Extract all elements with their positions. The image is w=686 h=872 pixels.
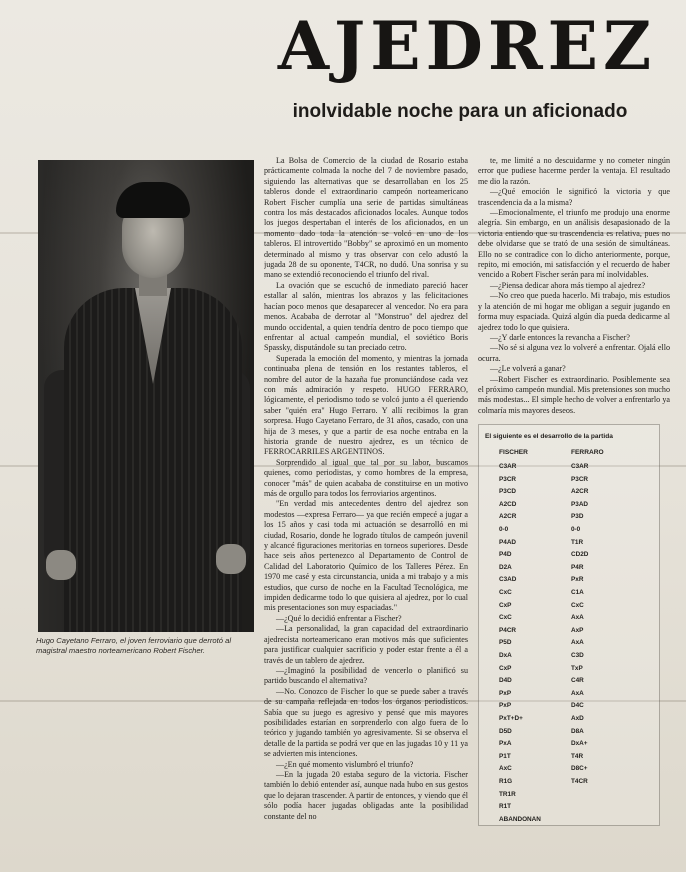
article-paragraph: La Bolsa de Comercio de la ciudad de Rosario estaba prácticamente colmada la noche del 7 de noviembre pasado, siguiendo las alternativas que se desarrollaban en los 25 tableros donde el extraordinario campeón norteamericano Robert Fischer cumplía una serie de partidas simultáneas contra los más destacados aficionados locales. Aunque todos los juegos despertaban el interés de los aficionados, en un momento dado toda la atención se volcó en uno de los tableros. El introvertido "Bobby" se aproximó en un momento determinado al mismo y tras observar con celo adustó la jugada 28 de su oponente, T4CR, no dudó. Una sonrisa y su mano se extendió reconociendo el triunfo del rival. <box>264 156 468 280</box>
move-white: CxP <box>499 664 512 672</box>
move-white: PxP <box>499 689 512 697</box>
article-paragraph: —Emocionalmente, el triunfo me produjo una enorme alegría. Sin embargo, en un análisis desapasionado de la victoria entiendo que su trascendencia es relativa, pues no debe olvidarse que se trató de una sesión de simultáneas. Ello no se contradice con lo dicho anteriormente, porque, repito, mi emoción, mi satisfacción y el recuerdo de haber vencido a Robert Fischer serán para mí inolvidables. <box>478 208 670 280</box>
moves-heading: El siguiente es el desarrollo de la partida <box>485 433 613 440</box>
move-white: PxA <box>499 740 512 748</box>
move-row <box>479 816 659 830</box>
move-white: C3AD <box>499 576 517 584</box>
move-black: D8A <box>571 727 584 735</box>
move-white: A2CR <box>499 513 517 521</box>
move-black: T1R <box>571 538 584 546</box>
move-white: CxP <box>499 601 512 609</box>
move-white: CxC <box>499 589 512 596</box>
article-paragraph: —La personalidad, la gran capacidad del extraordinario ajedrecista norteamericano eran motivos más que suficientes para justificar cualquier sacrificio y poder estar frente a él a través de un tablero de ajedrez. <box>264 624 468 665</box>
move-black: TxP <box>571 664 583 672</box>
move-black: A2CR <box>571 488 589 496</box>
photo-caption: Hugo Cayetano Ferraro, el joven ferroviario que derrotó al magistral maestro norteamericano Robert Fischer. <box>36 636 232 655</box>
move-black: C3AR <box>571 463 589 470</box>
move-black: P3AD <box>571 500 589 508</box>
moves-header-black: FERRARO <box>571 449 604 456</box>
move-black: AxA <box>571 689 584 697</box>
move-black: D8C+ <box>571 765 588 773</box>
article-paragraph: te, me limité a no descuidarme y no cometer ningún error que pudiese hacerme perder la ventaja. El resultado me dio la razón. <box>478 156 670 186</box>
article-column-1 <box>264 156 468 870</box>
move-black: C4R <box>571 677 584 685</box>
move-white: TR1R <box>499 790 516 798</box>
page-subtitle: inolvidable noche para un aficionado <box>292 101 628 122</box>
article-paragraph: —No. Conozco de Fischer lo que se puede saber a través de su campaña reflejada en todos los órganos periodísticos. Sabía que su juego es agresivo y pensé que mis mayores posibilidades estarían en sorprenderlo con algo fuera de lo teórico y jugando también yo agresivamente. Si se observa el detalle de la partida se podrá ver que en las jugadas 10 y 11 ya se advierten mis intenciones. <box>264 686 468 759</box>
move-white: CxC <box>499 614 512 622</box>
move-black: AxA <box>571 614 584 622</box>
article-paragraph: —Robert Fischer es extraordinario. Posiblemente sea el próximo campeón mundial. Mis pretensiones son mucho más modestas... El simple hecho de volver a enfrentarlo ya colmaría mis mayores deseos. <box>478 374 670 415</box>
move-white: ABANDONAN <box>499 815 541 823</box>
move-white: P4CR <box>499 626 517 634</box>
move-white: C3AR <box>499 463 517 470</box>
article-paragraph: —¿Piensa dedicar ahora más tiempo al ajedrez? <box>490 280 646 290</box>
article-paragraph: —¿En qué momento vislumbró el triunfo? <box>276 759 414 769</box>
move-black: DxA+ <box>571 740 588 748</box>
move-white: P4AD <box>499 538 517 546</box>
move-black: C1A <box>571 589 584 596</box>
article-paragraph: La ovación que se escuchó de inmediato pareció hacer estallar al salón, mientras los abrazos y las felicitaciones hacían poco menos que desaparecer al vencedor. No era para menos. Acababa de derrotar al "Monstruo" del ajedrez del mundo occidental, a quien tendría dentro de poco tiempo que enfrentar al actual campeón mundial, el soviético Boris Spassky, disputándole su tan preciado cetro. <box>264 280 468 353</box>
article-paragraph: —¿Qué emoción le significó la victoria y que trascendencia da a la misma? <box>478 187 670 207</box>
move-black: PxR <box>571 576 584 584</box>
move-white: D2A <box>499 563 512 571</box>
move-white: P5D <box>499 639 512 647</box>
move-black: AxP <box>571 626 584 634</box>
moves-header-white: FISCHER <box>499 449 528 456</box>
move-white: PxT+D+ <box>499 715 523 722</box>
article-paragraph: Superada la emoción del momento, y mientras la jornada continuaba plena de tensión en los restantes tableros, el nombre del autor de la hazaña fue pronunciándose cada vez con más admiración y respeto. HUGO FERRARO, lógicamente, el periodismo todo se volcó junto a él queriendo saber "quién era" Hugo Ferraro. Y allí recibimos la gran sorpresa. Hugo Cayetano Ferraro, de 31 años, casado, con una hija de 3 meses, y que a partir de esa noche entraba en la historia grande de nuestro ajedrez, es un técnico de FERROCARRILES ARGENTINOS. <box>264 353 468 457</box>
move-black: AxD <box>571 715 584 722</box>
portrait-photo <box>38 160 254 632</box>
move-black: CxC <box>571 601 584 609</box>
move-black: T4CR <box>571 778 588 785</box>
move-white: R1G <box>499 778 513 785</box>
photo-hair <box>116 182 190 218</box>
page-title: AJEDREZ <box>277 7 657 85</box>
article-paragraph: —En la jugada 20 estaba seguro de la victoria. Fischer también lo debió entender así, aunque nada hubo en sus gestos que lo dejaran trascender. A partir de entonces, y viendo que él sólo podía hacer jugadas obligadas ante la posibilidad constante del no <box>264 769 468 821</box>
move-white: AxC <box>499 765 512 773</box>
article-paragraph: "En verdad mis antecedentes dentro del ajedrez son modestos —expresa Ferraro— ya que recién empecé a jugar a los 15 años y casi toda mi actuación se desarrolló en mi ciudad, Rosario, donde he logrado títulos de campeón juvenil y alcancé figuraciones meritorias en torneos superiores. Desde hace seis años pertenezco al Departamento de Control de Calidad del Laboratorio Químico de los Talleres Pérez. En 1970 me casé y esta circunstancia, unida a mi trabajo y a mis estudios, que curso de noche en la Facultad Tecnológica, me impiden dedicarme todo lo que quisiera al ajedrez, por lo cual mis presentaciones son muy espaciadas." <box>264 499 468 613</box>
move-black: D4C <box>571 702 584 710</box>
move-white: P3CR <box>499 475 517 483</box>
move-black: 0-0 <box>571 526 581 533</box>
article-paragraph: —¿Le volverá a ganar? <box>490 364 566 374</box>
move-white: 0-0 <box>499 526 509 533</box>
article-paragraph: —¿Imaginó la posibilidad de vencerlo o planificó su partido buscando el alternativa? <box>264 665 468 686</box>
move-white: R1T <box>499 803 512 811</box>
game-moves-table <box>478 424 660 826</box>
article-paragraph: —¿Qué lo decidió enfrentar a Fischer? <box>276 613 402 623</box>
move-black: CD2D <box>571 551 589 559</box>
move-white: D4D <box>499 677 512 685</box>
move-white: D5D <box>499 727 512 735</box>
move-white: P1T <box>499 752 511 760</box>
move-black: P3D <box>571 513 584 521</box>
move-white: A2CD <box>499 500 517 508</box>
move-black: T4R <box>571 752 584 760</box>
move-black: AxA <box>571 639 584 647</box>
article-paragraph: —No sé si alguna vez lo volveré a enfrentar. Ojalá ello ocurra. <box>478 343 670 363</box>
article-paragraph: —No creo que pueda hacerlo. Mi trabajo, mis estudios y la atención de mi hogar me obligan a seguir jugando en forma muy espaciada. Quizá algún día pueda dedicarme al ajedrez todo lo que quisiera. <box>478 291 670 332</box>
move-white: PxP <box>499 702 512 710</box>
article-paragraph: —¿Y darle entonces la revancha a Fischer? <box>490 332 630 342</box>
photo-hand-left <box>46 550 76 580</box>
move-white: P4D <box>499 551 512 559</box>
article-paragraph: Sorprendido al igual que tal por su labor, buscamos quienes, como periodistas, y como hombres de la empresa, conocer "más" de quien acababa de constituirse en un motivo más de orgullo para todos los ferroviarios argentinos. <box>264 457 468 498</box>
move-black: P3CR <box>571 475 589 483</box>
photo-hand-right <box>216 544 246 574</box>
move-black: C3D <box>571 652 584 659</box>
move-white: P3CD <box>499 488 517 496</box>
move-white: DxA <box>499 652 512 659</box>
move-black: P4R <box>571 563 584 571</box>
article-column-2 <box>478 156 670 418</box>
